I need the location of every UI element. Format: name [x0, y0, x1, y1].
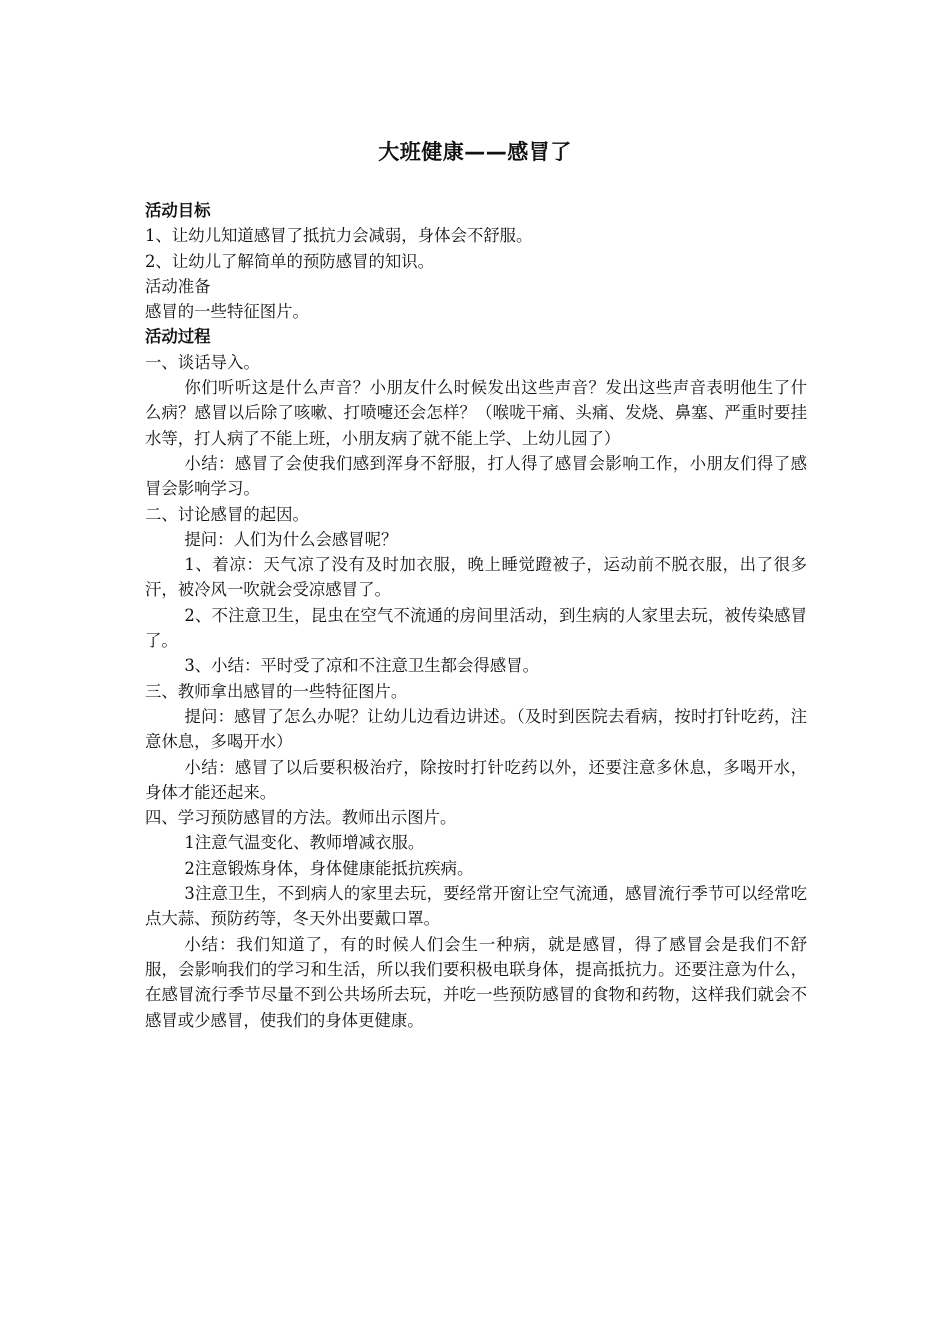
step-4-item-2: 2注意锻炼身体，身体健康能抵抗疾病。: [184, 858, 474, 878]
document-body: [145, 198, 807, 1033]
step-1-text: 你们听听这是什么声音？小朋友什么时候发出这些声音？发出这些声音表明他生了什么病？感冒以后除了咳嗽、打喷嚏还会怎样？（喉咙干痛、头痛、发烧、鼻塞、严重时要挂水等，打人病了不能上班，小朋友病了就不能上学、上幼儿园了）: [145, 378, 807, 448]
step-2-item-1: 1、着凉：天气凉了没有及时加衣服，晚上睡觉蹬被子，运动前不脱衣服，出了很多汗，被冷风一吹就会受凉感冒了。: [145, 555, 807, 600]
goal-item-1: 1、让幼儿知道感冒了抵抗力会减弱，身体会不舒服。: [145, 226, 533, 246]
step-3-summary: 小结：感冒了以后要积极治疗，除按时打针吃药以外，还要注意多休息，多喝开水，身体才能还起来。: [145, 757, 807, 802]
step-4-item-3: 3注意卫生，不到病人的家里去玩，要经常开窗让空气流通，感冒流行季节可以经常吃点大蒜、预防药等，冬天外出要戴口罩。: [145, 884, 807, 929]
goal-heading: 活动目标: [145, 201, 211, 220]
process-heading: 活动过程: [145, 327, 211, 347]
prep-heading: 活动准备: [145, 276, 211, 296]
step-1-summary: 小结：感冒了会使我们感到浑身不舒服，打人得了感冒会影响工作，小朋友们得了感冒会影响学习。: [145, 453, 807, 499]
step-3-question: 提问：感冒了怎么办呢？让幼儿边看边讲述。（及时到医院去看病，按时打针吃药，注意休息，多喝开水）: [145, 706, 807, 752]
goal-item-2: 2、让幼儿了解简单的预防感冒的知识。: [145, 251, 435, 271]
prep-text: 感冒的一些特征图片。: [145, 302, 309, 322]
step-2-item-2: 2、不注意卫生，昆虫在空气不流通的房间里活动，到生病的人家里去玩，被传染感冒了。: [145, 605, 807, 651]
step-4-item-1: 1注意气温变化、教师增减衣服。: [184, 833, 425, 853]
step-4-summary: 小结：我们知道了，有的时候人们会生一种病，就是感冒，得了感冒会是我们不舒服，会影响我们的学习和生活，所以我们要积极电联身体，提高抵抗力。还要注意为什么，在感冒流行季节尽量不到公共场所去玩，并吃一些预防感冒的食物和药物，这样我们就会不感冒或少感冒，使我们的身体更健康。: [145, 934, 807, 1030]
step-2-item-3: 3、小结：平时受了凉和不注意卫生都会得感冒。: [184, 656, 539, 676]
step-4-heading: 四、学习预防感冒的方法。教师出示图片。: [145, 808, 457, 828]
step-1-heading: 一、谈话导入。: [145, 352, 260, 372]
step-2-heading: 二、讨论感冒的起因。: [145, 504, 309, 524]
step-2-question: 提问：人们为什么会感冒呢？: [184, 529, 398, 549]
step-3-heading: 三、教师拿出感冒的一些特征图片。: [145, 681, 408, 701]
document-title: 大班健康——感冒了: [378, 140, 572, 164]
